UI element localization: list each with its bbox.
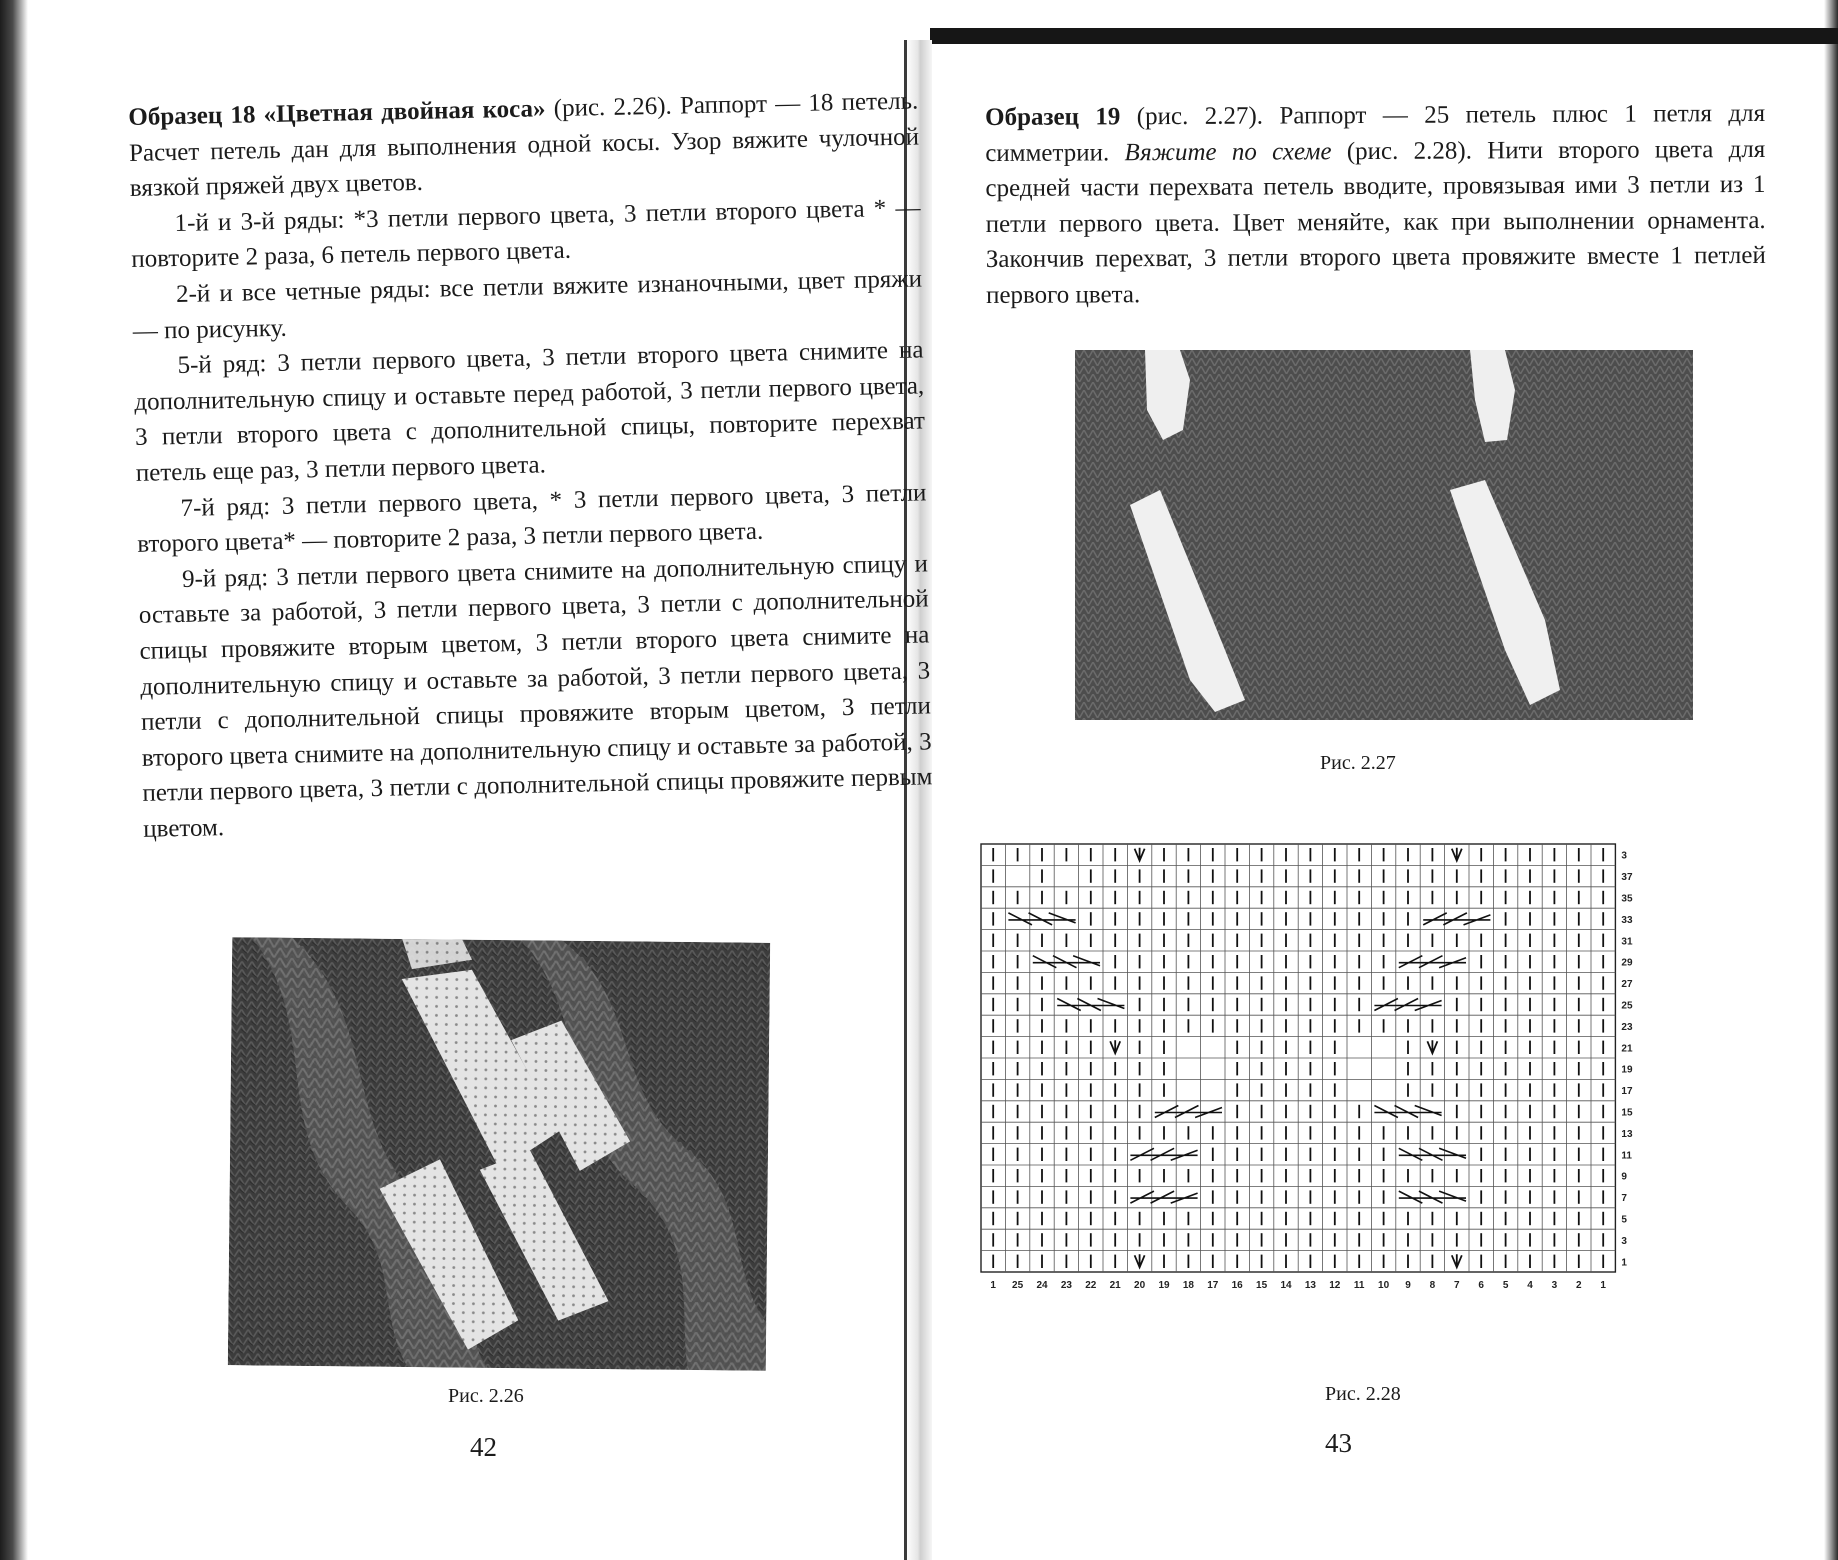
- stitch-number-label: 6: [1478, 1280, 1484, 1291]
- stitch-number-label: 4: [1527, 1280, 1533, 1291]
- text-run: 2-й и все четные ряды: все петли вяжите изнаночными, цвет пряжи — по рисунку.: [132, 265, 923, 345]
- row-number-label: 17: [1621, 1086, 1633, 1098]
- text-run: 1-й и 3-й ряды: *3 петли первого цвета, 3 петли второго цвета * — повторите 2 раза, 6 петель первого цвета.: [131, 194, 921, 274]
- row-number-label: 19: [1621, 1064, 1633, 1076]
- text-run: Вяжите по схеме: [1124, 137, 1347, 166]
- stitch-number-label: 13: [1304, 1280, 1316, 1291]
- book-edge-right: [1824, 0, 1838, 1560]
- text-run: 5-й ряд: 3 петли первого цвета, 3 петли второго цвета снимите на дополнительную спицу и оставьте перед работой, 3 петли первого цвета, 3 петли второго цвета с дополнительной спицы, повторите перехват петель еще раз, 3 петли первого цвета.: [134, 336, 926, 487]
- paragraph: [128, 83, 920, 206]
- stitch-number-label: 2: [1576, 1280, 1582, 1291]
- text-run: (рис. 2.28). Нити второго цвета для средней части перехвата петель вводите, провязывая ими 3 петли из 1 петли первого цвета. Цвет меняйте, как при выполнении орнамента. Закончив перехват, 3 петли второго цвета провяжите вместе 1 петлей первого цвета.: [985, 135, 1766, 309]
- row-number-label: 1: [1621, 1257, 1627, 1269]
- book-edge-left: [0, 0, 28, 1560]
- stitch-number-label: 15: [1256, 1280, 1268, 1291]
- row-number-label: 35: [1621, 893, 1633, 905]
- stitch-number-label: 12: [1329, 1280, 1341, 1291]
- stitch-number-label: 24: [1036, 1280, 1048, 1291]
- stitch-number-label: 10: [1378, 1280, 1390, 1291]
- photo-fig-2-27: [1075, 350, 1693, 720]
- stitch-number-label: 17: [1207, 1280, 1219, 1291]
- stitch-number-label: 5: [1502, 1280, 1509, 1291]
- stitch-number-label: 1: [1600, 1280, 1606, 1291]
- stitch-number-label: 14: [1280, 1280, 1292, 1291]
- knitting-chart-2-28: [975, 826, 1745, 1366]
- text-run: 9-й ряд: 3 петли первого цвета снимите на дополнительную спицу и оставьте за работой, 3 петли первого цвета, 3 петли с дополнительной спицы провяжите вторым цветом, 3 петли второго цвета снимите на дополнительную спицу и оставьте за работой, 3 петли первого цвета, 3 петли с дополнительной спицы провяжите вторым цветом, 3 петли второго цвета снимите на дополнительную спицу и оставьте за работой, 3 петли первого цвета, 3 петли с дополнительной спицы провяжите первым цветом.: [138, 550, 933, 843]
- row-number-label: 13: [1621, 1128, 1633, 1140]
- paragraph: [985, 96, 1766, 314]
- knit-cable-photo: [228, 937, 770, 1371]
- stitch-number-label: 21: [1109, 1280, 1121, 1291]
- left-page-text: [128, 83, 933, 847]
- text-run: (рис. 2.27). Раппорт — 25 петель плюс 1 петля для симметрии.: [985, 99, 1766, 167]
- page-number: 42: [470, 1432, 497, 1462]
- row-number-label: 15: [1621, 1107, 1633, 1119]
- paragraph: [138, 546, 934, 847]
- row-number-label: 37: [1621, 872, 1633, 884]
- row-number-label: 25: [1621, 1000, 1633, 1012]
- row-number-label: 11: [1621, 1150, 1632, 1162]
- stitch-number-label: 1: [990, 1280, 996, 1291]
- stitch-number-label: 22: [1085, 1280, 1097, 1291]
- row-number-label: 33: [1621, 914, 1633, 926]
- row-number-label: 27: [1621, 979, 1633, 991]
- paragraph: [133, 333, 926, 492]
- stitch-number-label: 7: [1454, 1280, 1460, 1291]
- stitch-number-label: 19: [1158, 1280, 1170, 1291]
- stitch-number-label: 16: [1231, 1280, 1243, 1291]
- text-run: Образец 19: [985, 103, 1137, 131]
- row-number-label: 3: [1621, 1235, 1627, 1247]
- stitch-number-label: 23: [1060, 1280, 1072, 1291]
- figure-caption-2-27: Рис. 2.27: [1320, 752, 1396, 774]
- stitch-number-label: 8: [1429, 1280, 1436, 1291]
- stitch-number-label: 3: [1551, 1280, 1558, 1291]
- figure-caption-2-28: Рис. 2.28: [1325, 1383, 1401, 1405]
- text-run: (рис. 2.26). Раппорт — 18 петель. Расчет петель дан для выполнения одной косы. Узор вяжите чулочной вязкой пряжей двух цветов.: [128, 87, 920, 203]
- stitch-number-label: 20: [1134, 1280, 1146, 1291]
- knitting-chart-svg: [975, 826, 1745, 1366]
- stitch-number-label: 11: [1353, 1280, 1365, 1291]
- page-42: [118, 0, 933, 1560]
- figure-caption-2-26: Рис. 2.26: [448, 1385, 524, 1407]
- row-number-label: 31: [1621, 936, 1633, 948]
- row-number-label: 9: [1621, 1171, 1627, 1183]
- row-number-label: 5: [1621, 1214, 1627, 1226]
- row-number-label: 23: [1621, 1021, 1633, 1033]
- row-number-label: 29: [1621, 957, 1633, 969]
- row-number-label: 3: [1621, 850, 1627, 862]
- text-run: 7-й ряд: 3 петли первого цвета, * 3 петли первого цвета, 3 петли второго цвета* — повторите 2 раза, 3 петли первого цвета.: [137, 478, 927, 559]
- photo-fig-2-26: [228, 937, 770, 1371]
- stitch-number-label: 9: [1405, 1280, 1411, 1291]
- stitch-number-label: 25: [1012, 1280, 1024, 1291]
- knit-stripe-photo: [1075, 350, 1693, 720]
- row-number-label: 7: [1621, 1193, 1627, 1205]
- text-run: Образец 18 «Цветная двойная коса»: [128, 95, 555, 131]
- page-number: 43: [1325, 1428, 1352, 1458]
- row-number-label: 21: [1621, 1043, 1633, 1055]
- right-page-text: [985, 96, 1766, 314]
- stitch-number-label: 18: [1182, 1280, 1194, 1291]
- page-43: [975, 0, 1765, 1560]
